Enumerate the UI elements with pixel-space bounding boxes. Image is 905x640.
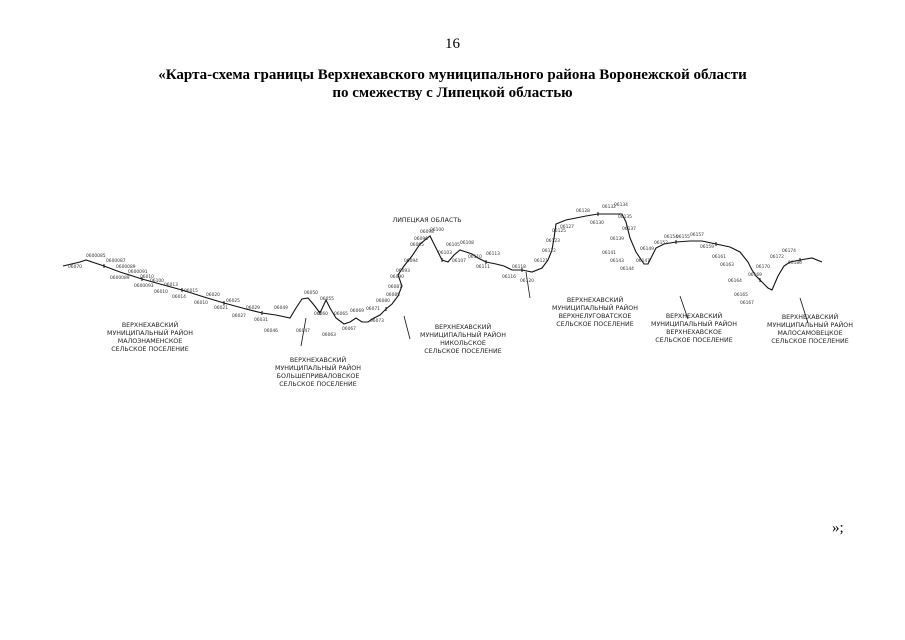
svg-text:БОЛЬШЕПРИВАЛОВСКОЕ: БОЛЬШЕПРИВАЛОВСКОЕ (276, 373, 360, 380)
svg-text:ВЕРХНЕХАВСКИЙ: ВЕРХНЕХАВСКИЙ (665, 313, 723, 320)
svg-text:СЕЛЬСКОЕ ПОСЕЛЕНИЕ: СЕЛЬСКОЕ ПОСЕЛЕНИЕ (771, 338, 849, 345)
vertex-label: 06149 (640, 247, 654, 252)
area-label-verkhnekhavskoe (651, 311, 737, 344)
svg-text:МАЛОЗНАМЕНСКОЕ: МАЛОЗНАМЕНСКОЕ (117, 338, 183, 345)
vertex-label: 06161 (712, 255, 726, 260)
vertex-label: 06010 (140, 275, 154, 280)
vertex-label: 06143 (610, 259, 624, 264)
vertex-label: 06139 (610, 237, 624, 242)
svg-text:ВЕРХНЕХАВСКИЙ: ВЕРХНЕХАВСКИЙ (289, 357, 347, 364)
vertex-label: 06100 (150, 279, 164, 284)
svg-text:МАЛОСАМОВЕЦКОЕ: МАЛОСАМОВЕЦКОЕ (777, 330, 843, 337)
vertex-label: 06147 (636, 259, 650, 264)
vertex-label: 06164 (728, 279, 742, 284)
vertex-label: 06070 (68, 265, 82, 270)
svg-text:МУНИЦИПАЛЬНЫЙ РАЙОН: МУНИЦИПАЛЬНЫЙ РАЙОН (107, 330, 193, 337)
vertex-label: 06134 (614, 203, 628, 208)
vertex-label: 06152 (654, 241, 668, 246)
vertex-label: 06010 (154, 290, 168, 295)
area-label-verkhnelugovatskoe (552, 295, 638, 328)
vertex-label: 06107 (452, 259, 466, 264)
vertex-label: 06111 (476, 265, 490, 270)
vertex-label: 06020 (206, 293, 220, 298)
vertex-label: 06073 (370, 319, 384, 324)
vertex-label: 06128 (576, 209, 590, 214)
vertex-label: 06127 (560, 225, 574, 230)
svg-text:ВЕРХНЕХАВСКИЙ: ВЕРХНЕХАВСКИЙ (434, 324, 492, 331)
vertex-label: 0600087 (106, 259, 126, 264)
vertex-label: 06110 (468, 255, 482, 260)
vertex-label: 06154 (664, 235, 678, 240)
vertex-label: 06167 (740, 301, 754, 306)
vertex-label: 06105 (446, 243, 460, 248)
vertex-label: 06169 (748, 273, 762, 278)
page-number: 16 (445, 36, 460, 52)
vertex-label: 06137 (622, 227, 636, 232)
svg-text:СЕЛЬСКОЕ ПОСЕЛЕНИЕ: СЕЛЬСКОЕ ПОСЕЛЕНИЕ (279, 381, 357, 388)
vertex-label: 06096 (414, 237, 428, 242)
vertex-label: 06100 (430, 228, 444, 233)
vertex-label: 06069 (350, 309, 364, 314)
title-line-1: «Карта-схема границы Верхнехавского муниципального района Воронежской области (158, 67, 747, 83)
svg-text:МУНИЦИПАЛЬНЫЙ РАЙОН: МУНИЦИПАЛЬНЫЙ РАЙОН (552, 305, 638, 312)
vertex-label: 06090 (390, 275, 404, 280)
vertex-label: 06087 (388, 285, 402, 290)
svg-text:МУНИЦИПАЛЬНЫЙ РАЙОН: МУНИЦИПАЛЬНЫЙ РАЙОН (275, 365, 361, 372)
vertex-label: 06063 (322, 333, 336, 338)
vertex-label: 06015 (184, 289, 198, 294)
vertex-label: 06130 (590, 221, 604, 226)
vertex-label: 06047 (296, 329, 310, 334)
vertex-label: 06103 (438, 251, 452, 256)
vertex-label: 06113 (486, 252, 500, 257)
vertex-label: 0600089 (116, 265, 136, 270)
vertex-label: 06013 (164, 283, 178, 288)
vertex-label: 06108 (460, 241, 474, 246)
vertex-label: 06014 (172, 295, 186, 300)
north-region-label: ЛИПЕЦКАЯ ОБЛАСТЬ (392, 217, 462, 224)
svg-text:МУНИЦИПАЛЬНЫЙ РАЙОН: МУНИЦИПАЛЬНЫЙ РАЙОН (651, 321, 737, 328)
area-label-malozmamenskoe (107, 320, 193, 353)
vertex-label: 06094 (404, 259, 418, 264)
vertex-label: 06098 (420, 230, 434, 235)
vertex-label: 06121 (534, 259, 548, 264)
area-label-bolsheprivalovskoe (275, 355, 361, 388)
svg-text:МУНИЦИПАЛЬНЫЙ РАЙОН: МУНИЦИПАЛЬНЫЙ РАЙОН (767, 322, 853, 329)
vertex-label: 06010 (194, 301, 208, 306)
vertex-label: 06144 (620, 267, 634, 272)
vertex-label: 06031 (254, 318, 268, 323)
vertex-label: 06170 (756, 265, 770, 270)
vertex-label: 06180 (788, 261, 802, 266)
vertex-label: 0600085 (86, 254, 106, 259)
vertex-label: 06027 (232, 314, 246, 319)
svg-text:ВЕРХНЕХАВСКИЙ: ВЕРХНЕХАВСКИЙ (121, 322, 179, 329)
vertex-label: 0600091 (128, 270, 148, 275)
vertex-label: 06060 (314, 312, 328, 317)
vertex-label: 06122 (542, 249, 556, 254)
vertex-label: 06029 (246, 306, 260, 311)
vertex-label: 0600093 (134, 284, 154, 289)
vertex-label: 06055 (320, 297, 334, 302)
vertex-label: 06120 (520, 279, 534, 284)
svg-text:МУНИЦИПАЛЬНЫЙ РАЙОН: МУНИЦИПАЛЬНЫЙ РАЙОН (420, 332, 506, 339)
svg-text:ВЕРХНЕХАВСКОЕ: ВЕРХНЕХАВСКОЕ (666, 329, 722, 336)
vertex-label: 06141 (602, 251, 616, 256)
vertex-label: 06025 (226, 299, 240, 304)
svg-text:СЕЛЬСКОЕ ПОСЕЛЕНИЕ: СЕЛЬСКОЕ ПОСЕЛЕНИЕ (556, 321, 634, 328)
vertex-label: 06118 (512, 265, 526, 270)
title-line-2: по смежеству с Липецкой областью (332, 85, 573, 101)
vertex-label: 06174 (782, 249, 796, 254)
vertex-label: 06165 (734, 293, 748, 298)
svg-text:ВЕРХНЕЛУГОВАТСКОЕ: ВЕРХНЕЛУГОВАТСКОЕ (558, 313, 632, 320)
vertex-label: 06085 (386, 293, 400, 298)
vertex-label: 0600089 (110, 276, 130, 281)
vertex-label: 06135 (618, 215, 632, 220)
vertex-label: 06123 (546, 239, 560, 244)
vertex-label: 06157 (690, 233, 704, 238)
vertex-label: 06172 (770, 255, 784, 260)
vertex-label: 06067 (342, 327, 356, 332)
vertex-label: 06021 (214, 306, 228, 311)
vertex-label: 06049 (274, 306, 288, 311)
svg-text:СЕЛЬСКОЕ ПОСЕЛЕНИЕ: СЕЛЬСКОЕ ПОСЕЛЕНИЕ (111, 346, 189, 353)
svg-text:ВЕРХНЕХАВСКИЙ: ВЕРХНЕХАВСКИЙ (781, 314, 839, 321)
vertex-label: 06163 (720, 263, 734, 268)
vertex-label: 06046 (264, 329, 278, 334)
svg-text:СЕЛЬСКОЕ ПОСЕЛЕНИЕ: СЕЛЬСКОЕ ПОСЕЛЕНИЕ (655, 337, 733, 344)
vertex-label: 06132 (602, 205, 616, 210)
vertex-label: 06159 (700, 245, 714, 250)
vertex-label: 06080 (376, 299, 390, 304)
area-label-malosamovetskoe (767, 312, 853, 345)
svg-text:НИКОЛЬСКОЕ: НИКОЛЬСКОЕ (440, 340, 486, 347)
vertex-label: 06093 (396, 269, 410, 274)
vertex-label: 06095 (410, 243, 424, 248)
vertex-label: 06125 (552, 229, 566, 234)
vertex-label: 06071 (366, 307, 380, 312)
svg-text:ВЕРХНЕХАВСКИЙ: ВЕРХНЕХАВСКИЙ (566, 297, 624, 304)
vertex-label: 06065 (334, 312, 348, 317)
vertex-label: 06116 (502, 275, 516, 280)
vertex-label: 06155 (676, 235, 690, 240)
area-label-nikolskoe (420, 322, 506, 355)
vertex-label: 06050 (304, 291, 318, 296)
svg-text:СЕЛЬСКОЕ ПОСЕЛЕНИЕ: СЕЛЬСКОЕ ПОСЕЛЕНИЕ (424, 348, 502, 355)
closing-quote: »; (832, 520, 844, 536)
